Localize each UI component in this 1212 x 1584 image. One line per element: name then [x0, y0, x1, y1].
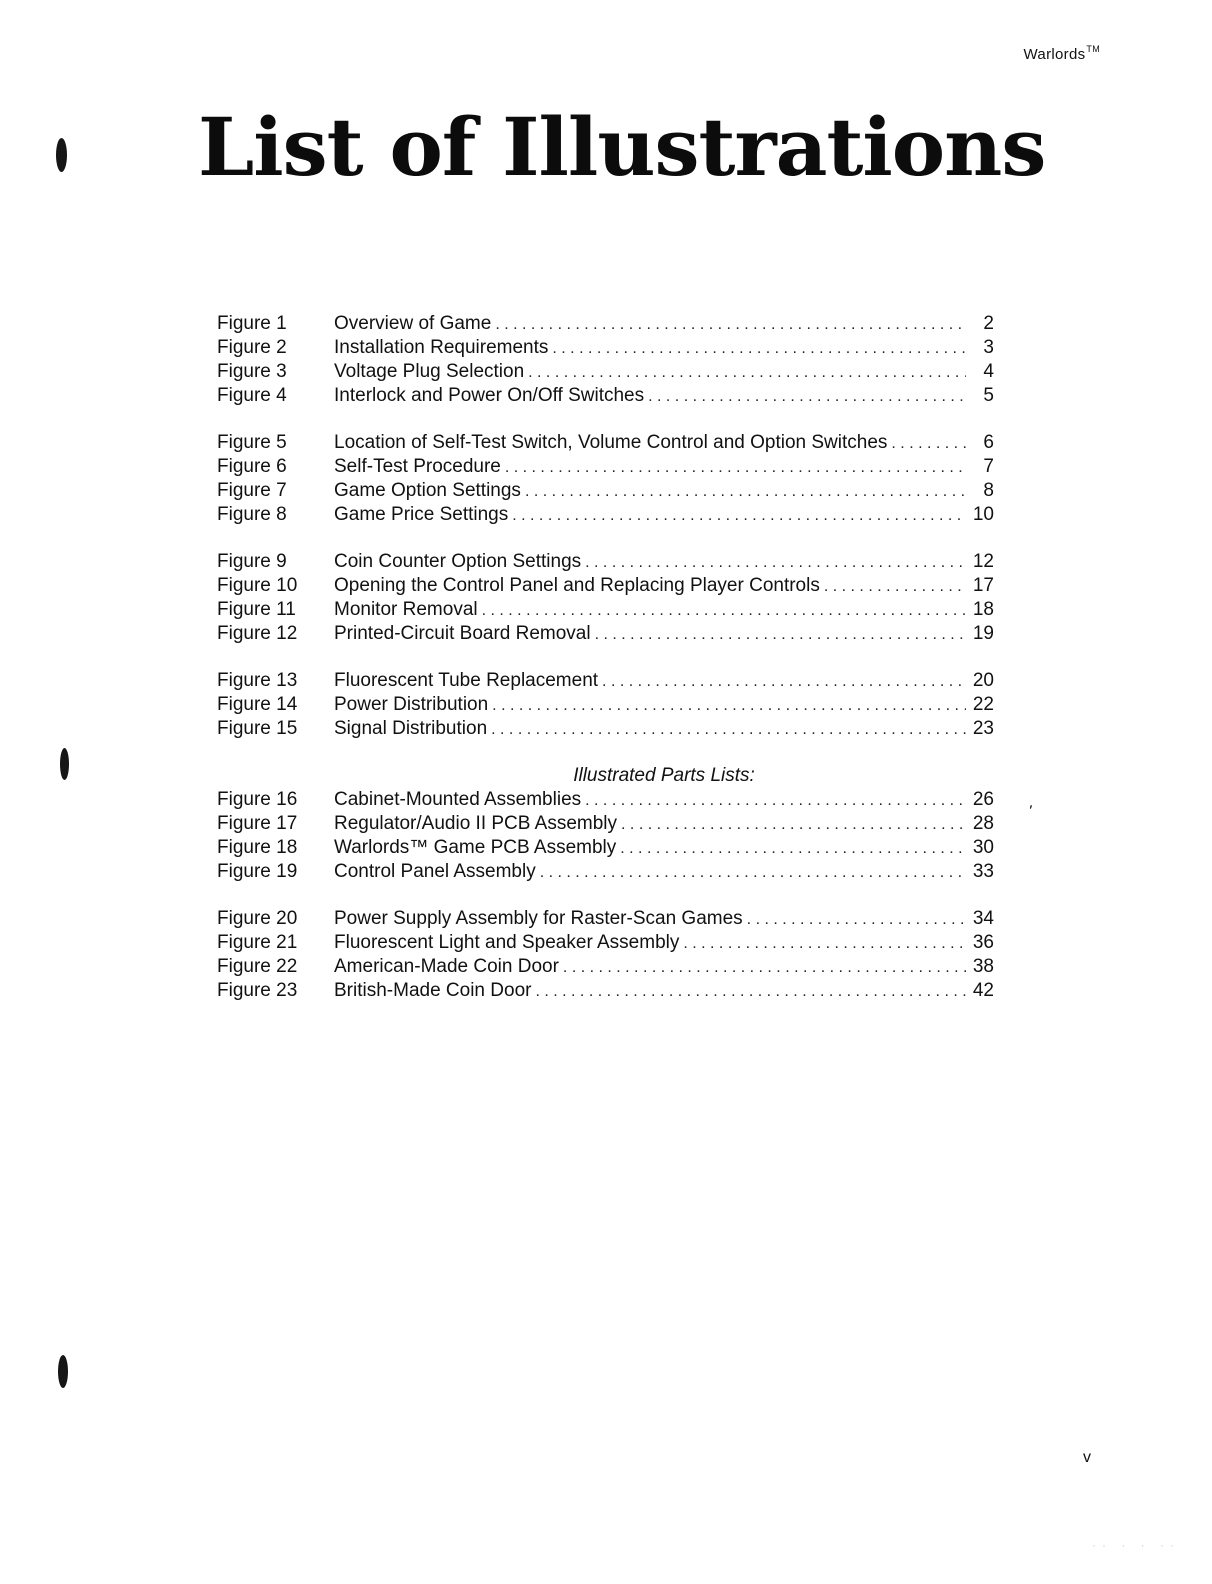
figure-title: Warlords™ Game PCB Assembly: [334, 837, 617, 858]
figure-label: Figure 8: [217, 504, 287, 525]
page-reference: 34: [972, 908, 994, 929]
dot-leader: [648, 385, 966, 409]
entry: [334, 384, 966, 409]
list-item: [217, 931, 994, 955]
entry: [334, 503, 966, 528]
running-header-title: Warlords: [1023, 46, 1086, 63]
list-item: [217, 550, 994, 574]
figure-title: Fluorescent Tube Replacement: [334, 670, 599, 691]
group-spacer: [217, 884, 994, 907]
dot-leader: [683, 932, 966, 956]
list-item: [217, 693, 994, 717]
figure-title: Monitor Removal: [334, 599, 478, 620]
entry: [334, 479, 966, 504]
group-spacer: [217, 527, 994, 550]
scan-smudge: ·· · · ··: [1092, 1538, 1180, 1552]
section-subheading: Illustrated Parts Lists:: [573, 765, 755, 786]
dot-leader: [824, 575, 966, 599]
figure-title: Signal Distribution: [334, 718, 488, 739]
page-number: v: [1083, 1449, 1091, 1466]
trademark-mark: TM: [1086, 44, 1100, 54]
running-header: [1024, 44, 1100, 63]
binding-hole-mark-bottom: [58, 1355, 68, 1388]
list-item: [217, 860, 994, 884]
figure-title: Opening the Control Panel and Replacing Player Controls: [334, 575, 820, 596]
page-reference: 33: [972, 861, 994, 882]
dot-leader: [495, 313, 966, 337]
page-reference: 42: [972, 980, 994, 1001]
list-item: [217, 598, 994, 622]
figure-title: Coin Counter Option Settings: [334, 551, 582, 572]
page-reference: 23: [972, 718, 994, 739]
binding-hole-mark-middle: [60, 748, 69, 780]
entry: [334, 550, 966, 575]
entry: [334, 955, 966, 980]
group-spacer: [217, 646, 994, 669]
page-reference: 8: [983, 480, 994, 501]
figure-label: Figure 16: [217, 789, 298, 810]
dot-leader: [621, 813, 966, 837]
dot-leader: [552, 337, 966, 361]
dot-leader: [482, 599, 966, 623]
figure-title: Cabinet-Mounted Assemblies: [334, 789, 582, 810]
stray-mark: ': [1025, 802, 1034, 821]
entry: [334, 574, 966, 599]
entry: [334, 788, 966, 813]
figure-title: American-Made Coin Door: [334, 956, 559, 977]
group-spacer: [217, 408, 994, 431]
entry: [334, 455, 966, 480]
figure-label: Figure 5: [217, 432, 287, 453]
page-reference: 36: [972, 932, 994, 953]
list-item: [217, 312, 994, 336]
page-reference: 38: [972, 956, 994, 977]
group-spacer: [217, 741, 994, 764]
entry: [334, 336, 966, 361]
entry: [334, 622, 966, 647]
list-item: [217, 788, 994, 812]
page-reference: 19: [972, 623, 994, 644]
page-reference: 28: [972, 813, 994, 834]
figure-title: Game Option Settings: [334, 480, 521, 501]
dot-leader: [492, 694, 966, 718]
page-reference: 20: [972, 670, 994, 691]
dot-leader: [563, 956, 966, 980]
figure-title: Overview of Game: [334, 313, 492, 334]
list-item: [217, 717, 994, 741]
figure-title: British-Made Coin Door: [334, 980, 532, 1001]
page-reference: 7: [983, 456, 994, 477]
entry: [334, 907, 966, 932]
page-reference: 5: [983, 385, 994, 406]
list-item: [217, 979, 994, 1003]
list-item: [217, 574, 994, 598]
figure-label: Figure 12: [217, 623, 298, 644]
figure-label: Figure 9: [217, 551, 287, 572]
page-reference: 17: [972, 575, 994, 596]
page-reference: 12: [972, 551, 994, 572]
figure-label: Figure 6: [217, 456, 287, 477]
list-item: [217, 336, 994, 360]
figure-label: Figure 4: [217, 385, 287, 406]
entry: [334, 669, 966, 694]
figure-title: Fluorescent Light and Speaker Assembly: [334, 932, 680, 953]
figure-label: Figure 14: [217, 694, 298, 715]
entry: [334, 717, 966, 742]
figure-label: Figure 7: [217, 480, 287, 501]
dot-leader: [505, 456, 966, 480]
figure-title: Power Distribution: [334, 694, 489, 715]
entry: [334, 598, 966, 623]
entry: [334, 931, 966, 956]
dot-leader: [491, 718, 966, 742]
dot-leader: [540, 861, 966, 885]
entry: [334, 812, 966, 837]
binding-hole-mark-top: [56, 138, 67, 172]
page-reference: 26: [972, 789, 994, 810]
figure-label: Figure 23: [217, 980, 298, 1001]
figure-label: Figure 21: [217, 932, 298, 953]
page-reference: 10: [972, 504, 994, 525]
dot-leader: [620, 837, 966, 861]
entry: [334, 431, 966, 456]
entry: [334, 836, 966, 861]
page-reference: 30: [972, 837, 994, 858]
figure-title: Regulator/Audio II PCB Assembly: [334, 813, 618, 834]
list-item: [217, 812, 994, 836]
figure-title: Location of Self-Test Switch, Volume Control and Option Switches: [334, 432, 888, 453]
dot-leader: [528, 361, 966, 385]
list-item: [217, 479, 994, 503]
dot-leader: [535, 980, 966, 1004]
entry: [334, 312, 966, 337]
figure-label: Figure 10: [217, 575, 298, 596]
page-reference: 18: [972, 599, 994, 620]
dot-leader: [512, 504, 966, 528]
list-item: [217, 360, 994, 384]
figure-title: Printed-Circuit Board Removal: [334, 623, 591, 644]
figure-title: Power Supply Assembly for Raster-Scan Games: [334, 908, 743, 929]
figure-label: Figure 18: [217, 837, 298, 858]
figure-title: Voltage Plug Selection: [334, 361, 525, 382]
entry: [334, 979, 966, 1004]
list-item: [217, 955, 994, 979]
figure-label: Figure 1: [217, 313, 287, 334]
list-item: [217, 455, 994, 479]
list-item: [217, 836, 994, 860]
figure-label: Figure 15: [217, 718, 298, 739]
dot-leader: [595, 623, 966, 647]
list-item: [217, 907, 994, 931]
list-item: [217, 384, 994, 408]
page-reference: 22: [972, 694, 994, 715]
list-item: [217, 503, 994, 527]
dot-leader: [891, 432, 966, 456]
figure-label: Figure 3: [217, 361, 287, 382]
dot-leader: [585, 789, 966, 813]
figure-title: Installation Requirements: [334, 337, 549, 358]
figure-label: Figure 20: [217, 908, 298, 929]
page-reference: 4: [983, 361, 994, 382]
list-item: [217, 431, 994, 455]
dot-leader: [585, 551, 966, 575]
figure-label: Figure 17: [217, 813, 298, 834]
page-reference: 2: [983, 313, 994, 334]
dot-leader: [602, 670, 966, 694]
figure-title: Self-Test Procedure: [334, 456, 501, 477]
figure-label: Figure 13: [217, 670, 298, 691]
page-reference: 6: [983, 432, 994, 453]
figure-label: Figure 19: [217, 861, 298, 882]
dot-leader: [525, 480, 966, 504]
dot-leader: [747, 908, 966, 932]
list-item: [217, 669, 994, 693]
entry: [334, 360, 966, 385]
list-item: [217, 622, 994, 646]
figure-title: Control Panel Assembly: [334, 861, 536, 882]
entry: [334, 860, 966, 885]
page-title: List of Illustrations: [198, 100, 1046, 194]
illustration-list: [217, 312, 994, 1003]
figure-label: Figure 2: [217, 337, 287, 358]
figure-label: Figure 22: [217, 956, 298, 977]
figure-label: Figure 11: [217, 599, 296, 620]
page-reference: 3: [983, 337, 994, 358]
figure-title: Game Price Settings: [334, 504, 509, 525]
figure-title: Interlock and Power On/Off Switches: [334, 385, 645, 406]
entry: [334, 693, 966, 718]
